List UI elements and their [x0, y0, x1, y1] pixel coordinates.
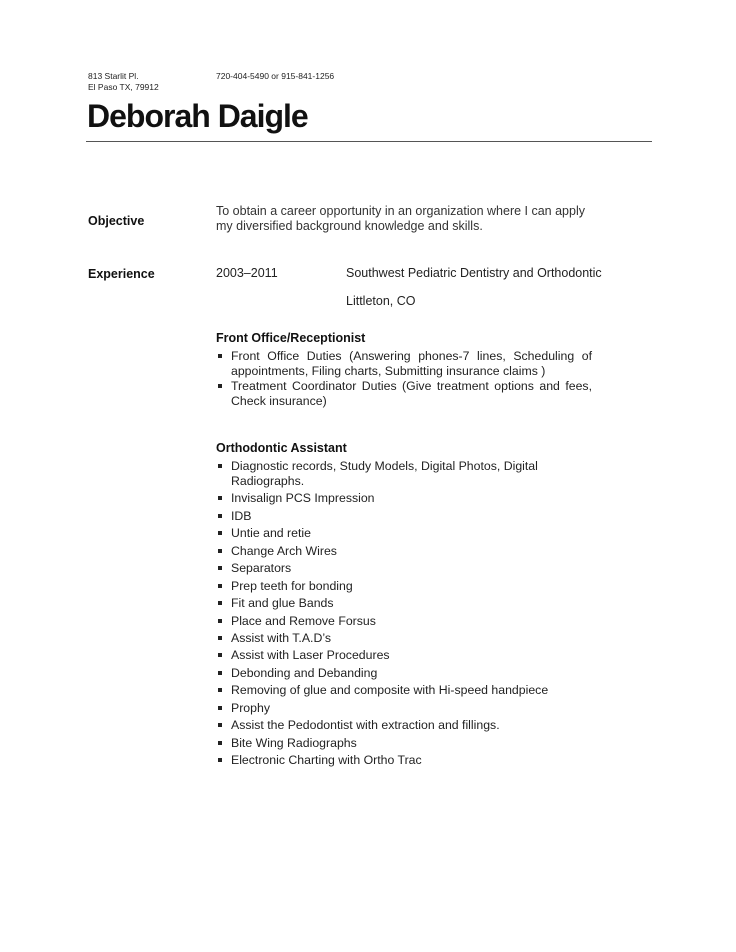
duty-item: Assist the Pedodontist with extraction and fillings.	[216, 718, 592, 733]
orthodontic-duties-list	[216, 459, 592, 770]
header-divider	[86, 141, 652, 142]
address-line-2: El Paso TX, 79912	[88, 82, 159, 92]
candidate-name: Deborah Daigle	[87, 98, 308, 134]
role-title-front-office: Front Office/Receptionist	[216, 331, 366, 345]
duty-item: Assist with T.A.D’s	[216, 631, 592, 646]
duty-item: Electronic Charting with Ortho Trac	[216, 753, 592, 768]
employer-name: Southwest Pediatric Dentistry and Orthodontic	[346, 266, 602, 280]
duty-item: Prophy	[216, 701, 592, 716]
role-title-orthodontic-assistant: Orthodontic Assistant	[216, 441, 347, 455]
front-office-duties-list	[216, 349, 592, 409]
duty-item: Prep teeth for bonding	[216, 579, 592, 594]
address-line-1: 813 Starlit Pl.	[88, 71, 139, 81]
experience-heading: Experience	[88, 267, 155, 281]
duty-item: Treatment Coordinator Duties (Give treatment options and fees, Check insurance)	[216, 379, 592, 409]
objective-text: To obtain a career opportunity in an organization where I can apply my diversified background knowledge and skills.	[216, 204, 585, 233]
phone-numbers: 720-404-5490 or 915-841-1256	[216, 71, 335, 81]
duty-item: Place and Remove Forsus	[216, 614, 592, 629]
address-block	[88, 71, 159, 93]
duty-item: IDB	[216, 509, 592, 524]
duty-item: Change Arch Wires	[216, 544, 592, 559]
employer-location: Littleton, CO	[346, 294, 416, 308]
duty-item: Untie and retie	[216, 526, 592, 541]
duty-item: Invisalign PCS Impression	[216, 491, 592, 506]
objective-heading: Objective	[88, 214, 145, 228]
duty-item: Assist with Laser Procedures	[216, 648, 592, 663]
duty-item: Debonding and Debanding	[216, 666, 592, 681]
duty-item: Bite Wing Radiographs	[216, 736, 592, 751]
duty-item: Separators	[216, 561, 592, 576]
duty-item: Fit and glue Bands	[216, 596, 592, 611]
duty-item: Front Office Duties (Answering phones-7 lines, Scheduling of appointments, Filing charts, Submitting insurance claims )	[216, 349, 592, 379]
duty-item: Diagnostic records, Study Models, Digital Photos, Digital Radiographs.	[216, 459, 592, 489]
duty-item: Removing of glue and composite with Hi-speed handpiece	[216, 683, 592, 698]
employment-years: 2003–2011	[216, 266, 278, 280]
